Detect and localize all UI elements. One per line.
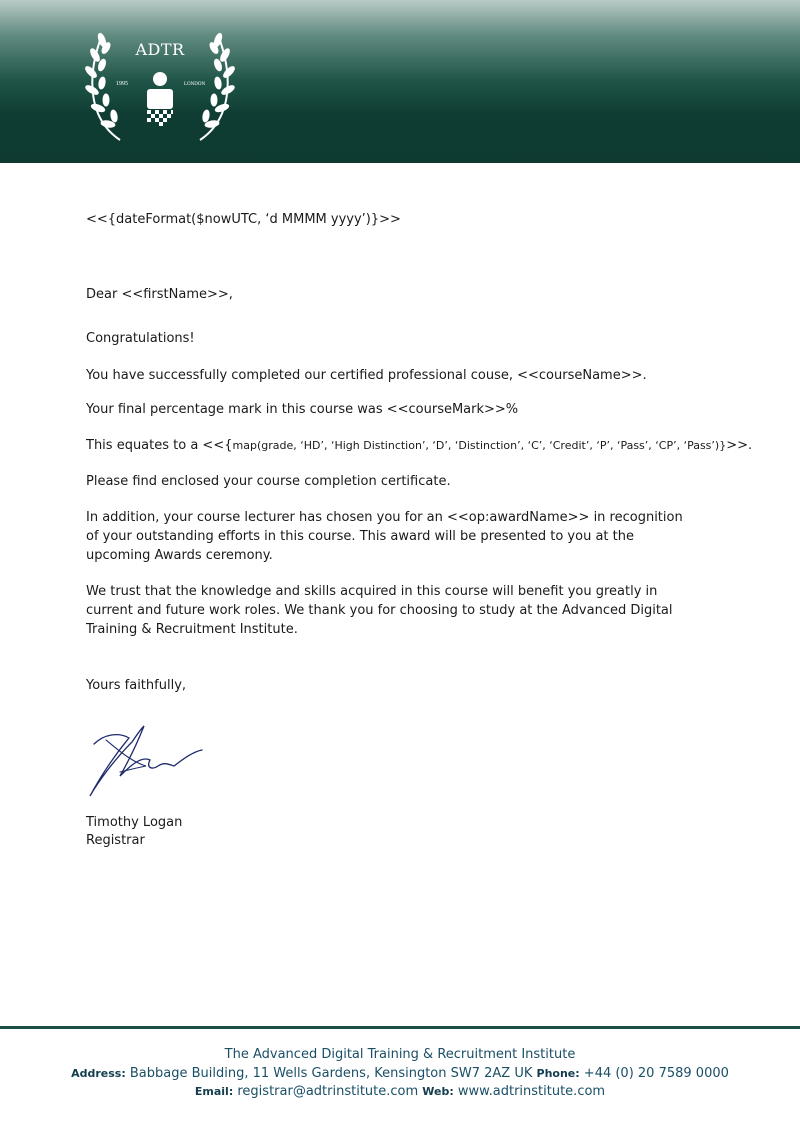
completion-paragraph: You have successfully completed our certified professional couse, <<courseName>>. xyxy=(86,368,647,383)
grade-expression: map(grade, ‘HD’, ‘High Distinction’, ‘D’, ‘Distinction’, ‘C’, ‘Credit’, ‘P’, ‘Pass’, ‘CP’, ‘Pass’)} xyxy=(232,439,727,452)
closing-paragraph: We trust that the knowledge and skills acquired in this course will benefit you greatly in current and future work roles. We thank you for choosing to study at the Advanced Digital Training & Recruitment Institute. xyxy=(86,584,673,637)
letter-greeting: Dear <<firstName>>, xyxy=(86,287,233,302)
signature-image xyxy=(84,722,209,802)
award-paragraph: In addition, your course lecturer has chosen you for an <<op:awardName>> in recognition of your outstanding efforts in this course. This award will be presented to you at the upcoming Awards ceremony. xyxy=(86,510,683,563)
footer-address: Babbage Building, 11 Wells Gardens, Kensington SW7 2AZ UK xyxy=(129,1066,533,1081)
phone-label: Phone: xyxy=(536,1067,580,1080)
footer-web: www.adtrinstitute.com xyxy=(457,1084,606,1099)
signer-name: Timothy Logan xyxy=(86,815,183,830)
grade-suffix: >>. xyxy=(726,438,753,453)
congratulations-line: Congratulations! xyxy=(86,331,195,346)
signer-title: Registrar xyxy=(86,833,145,848)
letter-date: <<{dateFormat($nowUTC, ‘d MMMM yyyy’)}>> xyxy=(86,212,401,227)
grade-paragraph xyxy=(86,436,752,455)
sign-off: Yours faithfully, xyxy=(86,678,187,693)
logo-city: LONDON xyxy=(184,82,206,87)
institute-logo xyxy=(80,20,240,150)
email-label: Email: xyxy=(194,1085,234,1098)
footer-institute-name: The Advanced Digital Training & Recruitment Institute xyxy=(224,1047,576,1062)
footer-divider xyxy=(0,1026,800,1029)
grade-prefix: This equates to a <<{ xyxy=(86,438,233,453)
certificate-paragraph: Please find enclosed your course completion certificate. xyxy=(86,474,451,489)
letterhead-banner xyxy=(0,0,800,163)
footer-contact-line xyxy=(0,1083,800,1101)
logo-initials: ADTR xyxy=(135,40,185,59)
mark-paragraph: Your final percentage mark in this course was <<courseMark>>% xyxy=(86,402,519,417)
footer-email: registrar@adtrinstitute.com xyxy=(237,1084,419,1099)
address-label: Address: xyxy=(71,1067,126,1080)
footer-address-line xyxy=(0,1065,800,1083)
footer-phone: +44 (0) 20 7589 0000 xyxy=(583,1066,729,1081)
web-label: Web: xyxy=(422,1085,454,1098)
person-icon xyxy=(147,72,173,126)
logo-year: 1995 xyxy=(116,81,128,87)
